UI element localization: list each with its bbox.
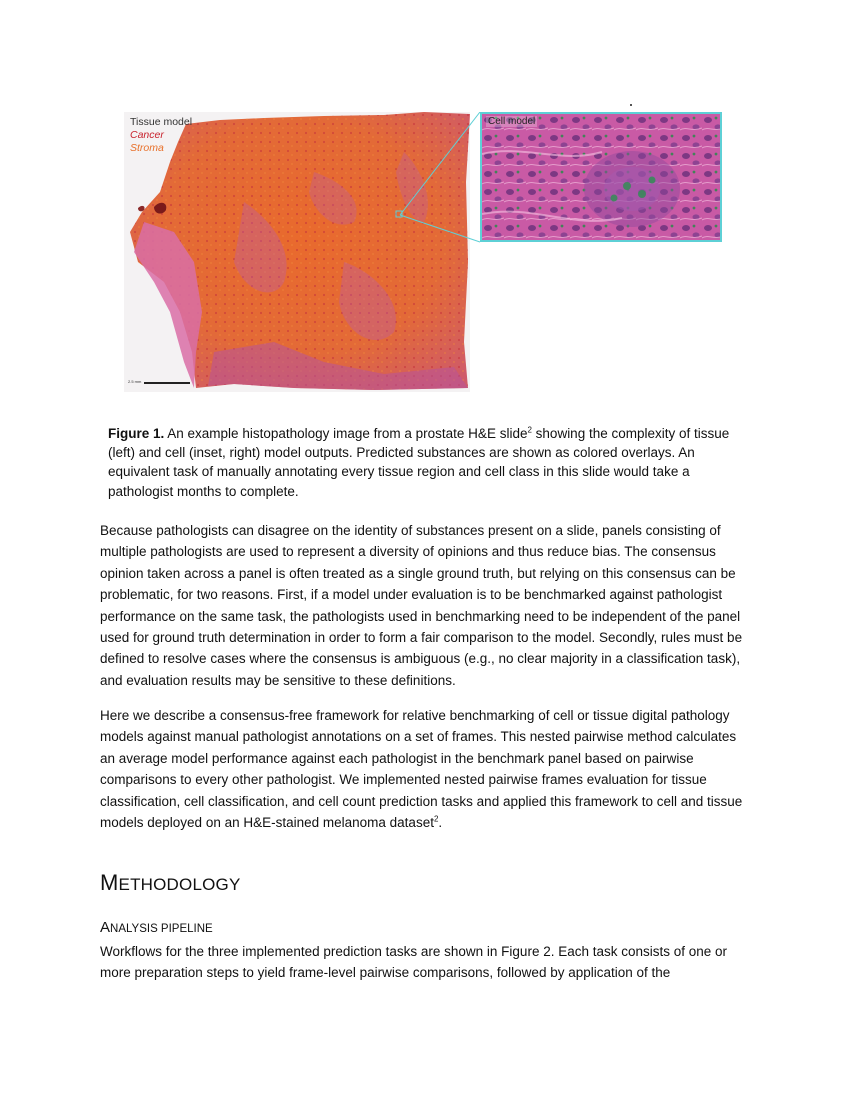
stray-mark [630,104,632,106]
tissue-legend [130,116,192,155]
cell-model-inset [480,112,722,242]
tissue-model-image [124,112,470,392]
paragraph-framework-description [100,705,750,833]
figure-caption [108,424,748,501]
paragraph-workflows: Workflows for the three implemented prediction tasks are shown in Figure 2. Each task consists of one or more preparation steps to yield frame-level pairwise comparisons, followed by application of the [100,944,728,981]
scale-bar-line [144,382,190,384]
caption-text-b: showing the complexity of tissue (left) and cell (inset, right) model outputs. Predicted substances are shown as colored overlays. An equivalent task of manually annotating every tissue region and cell class in this slide would take a pathologist months to complete. [108,426,730,499]
scale-bar [128,380,190,386]
paragraph-framework-end: . [438,815,443,831]
figure-1 [124,112,724,394]
methodology-rest: ETHODOLOGY [118,875,241,894]
cell-inset-illustration [482,114,722,242]
legend-title: Tissue model [130,116,193,128]
analysis-rest: NALYSIS PIPELINE [110,923,213,935]
methodology-initial: M [100,870,119,895]
caption-text-a: An example histopathology image from a prostate H&E slide [164,426,528,441]
paragraph-framework-text: Here we describe a consensus-free framework for relative benchmarking of cell or tissue digital pathology models against manual pathologist annotations on a set of frames. This nested pairwise method calculates an average model performance against each pathologist in the benchmark panel based on pairwise comparisons to every other pathologist. We implemented nested pairwise frames evaluation for tissue classification, cell classification, and cell count prediction tasks and applied this framework to cell and tissue models deployed on an H&E-stained melanoma dataset [100,708,743,831]
inset-label: Cell model [488,116,536,127]
paragraph-framework-ref: 2 [433,814,439,824]
analysis-initial: A [100,919,111,936]
scale-bar-label: 2.5 mm [128,379,142,384]
caption-ref: 2 [527,425,532,435]
legend-cancer: Cancer [130,129,164,141]
subsection-heading-analysis-pipeline [100,919,213,936]
caption-label: Figure 1. [108,426,165,441]
section-heading-methodology [100,870,241,896]
paragraph-consensus-problem: Because pathologists can disagree on the identity of substances present on a slide, panels consisting of multiple pathologists are used to represent a diversity of opinions and thus reduce bias. The consensus opinion taken across a panel is often treated as a single ground truth, but relying on this consensus can be problematic, for two reasons. First, if a model under evaluation is to be benchmarked against pathologist performance on the same task, the pathologists used in benchmarking need to be independent of the panel used for ground truth determination in order to form a fair comparison to the model. Secondly, rules must be defined to resolve cases where the consensus is ambiguous (e.g., no clear majority in a classification task), and evaluation results may be sensitive to these definitions. [100,523,743,688]
legend-stroma: Stroma [130,142,164,154]
